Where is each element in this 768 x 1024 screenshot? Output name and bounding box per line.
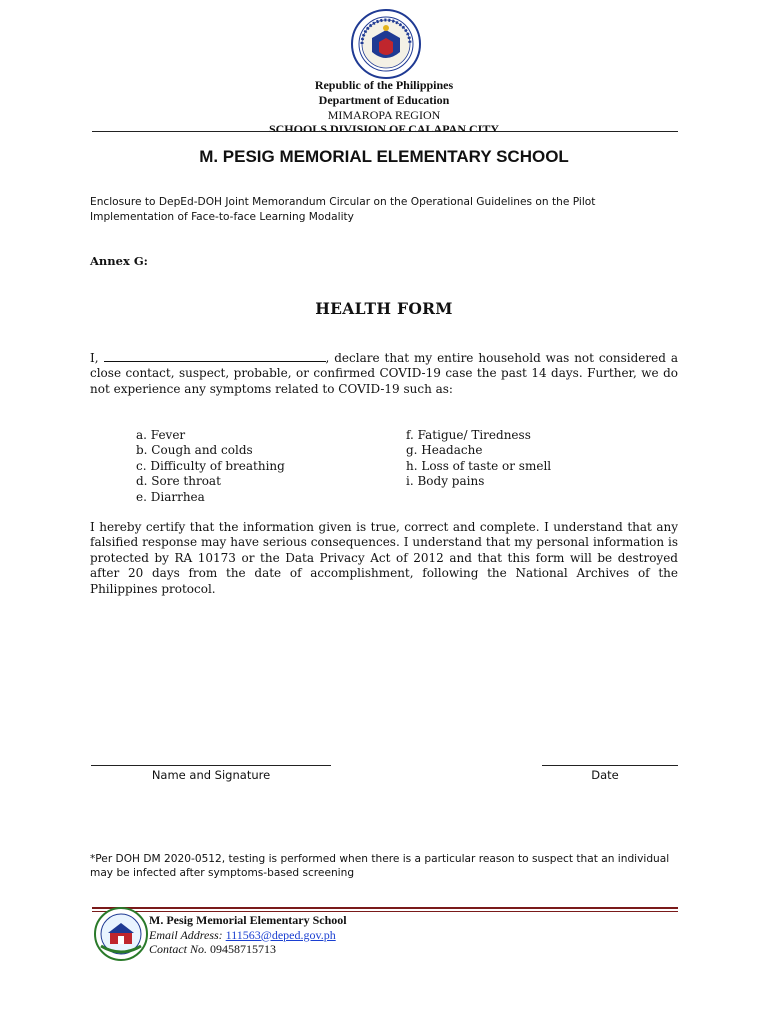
footer-email-row	[149, 928, 347, 943]
contact-number: 09458715713	[210, 942, 277, 956]
contact-label: Contact No.	[149, 942, 208, 956]
name-signature-label: Name and Signature	[151, 768, 271, 782]
school-name: M. PESIG MEMORIAL ELEMENTARY SCHOOL	[199, 147, 569, 166]
letterhead-region: MIMAROPA REGION	[327, 108, 441, 122]
list-item: h. Loss of taste or smell	[406, 458, 552, 473]
form-title: HEALTH FORM	[315, 299, 453, 318]
footer-rule-thick	[92, 907, 678, 909]
school-logo	[93, 906, 149, 962]
annex-label: Annex G:	[90, 254, 148, 268]
enclosure-text: Enclosure to DepEd-DOH Joint Memorandum Circular on the Operational Guidelines on the Pilot Implementation of Face-to-face Learning Modality	[90, 196, 596, 223]
footnote: *Per DOH DM 2020-0512, testing is performed when there is a particular reason to suspect that an individual may be infected after symptoms-based screening	[90, 853, 670, 879]
footer-contact-row	[149, 942, 347, 957]
symptoms-list-right	[406, 428, 551, 490]
declaration-body: , declare that my entire household was not considered a close contact, suspect, probable, or confirmed COVID-19 case the past 14 days. Further, we do not experience any symptoms related to COVID-19 such as:	[90, 351, 678, 396]
list-item: e. Diarrhea	[136, 489, 205, 504]
footer-rule-thin	[92, 911, 678, 912]
declaration-prefix: I,	[90, 351, 99, 365]
name-blank-field[interactable]	[104, 350, 326, 362]
deped-seal-logo	[350, 8, 422, 80]
list-item: g. Headache	[406, 443, 483, 458]
email-link[interactable]: 111563@deped.gov.ph	[225, 927, 336, 942]
footer-school-name: M. Pesig Memorial Elementary School	[149, 913, 347, 927]
declaration-paragraph	[90, 350, 678, 397]
letterhead-department: Department of Education	[318, 93, 450, 107]
date-label: Date	[591, 768, 619, 782]
symptoms-list-left	[136, 428, 285, 505]
name-signature-line[interactable]	[91, 765, 331, 766]
letterhead-republic: Republic of the Philippines	[314, 78, 454, 92]
list-item: b. Cough and colds	[136, 443, 253, 458]
list-item: d. Sore throat	[136, 474, 221, 489]
header-divider	[92, 131, 678, 132]
date-line[interactable]	[542, 765, 678, 766]
certification-paragraph: I hereby certify that the information given is true, correct and complete. I understand that any falsified response may have serious consequences. I understand that my personal information is protected by RA 10173 or the Data Privacy Act of 2012 and that this form will be destroyed after 20 days from the date of accomplishment, following the National Archives of the Philippines protocol.	[90, 520, 678, 596]
list-item: c. Difficulty of breathing	[136, 458, 285, 473]
email-label: Email Address:	[149, 927, 223, 942]
footer-info	[149, 913, 347, 957]
list-item: f. Fatigue/ Tiredness	[406, 428, 531, 442]
letterhead-division: SCHOOLS DIVISION OF CALAPAN CITY	[268, 122, 500, 132]
list-item: i. Body pains	[406, 474, 485, 489]
list-item: a. Fever	[136, 428, 186, 442]
